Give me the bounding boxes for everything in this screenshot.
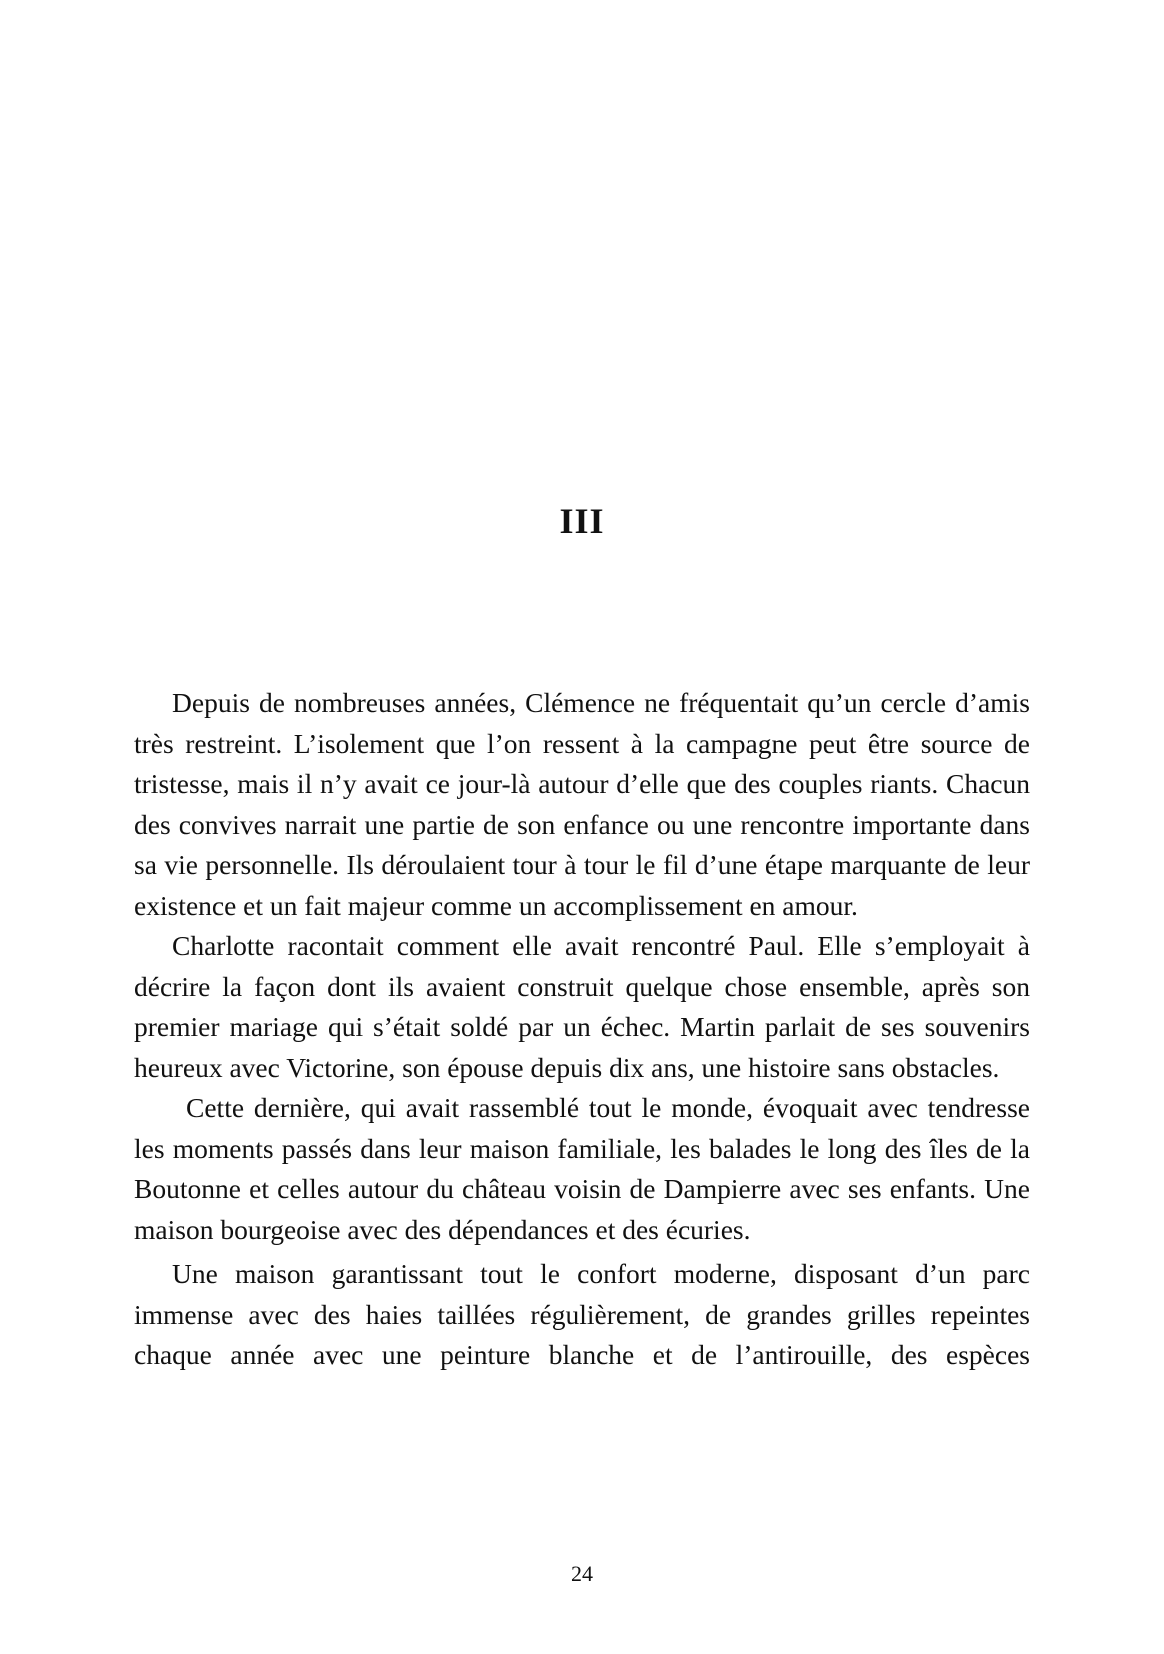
- paragraph-3: Cette dernière, qui avait rassemblé tout le monde, évoquait avec tendresse les moments passés dans leur maison familiale, les balades le long des îles de la Boutonne et celles autour du château voisin de Dampierre avec ses enfants. Une maison bourgeoise avec des dépendances et des écuries.: [134, 1092, 1030, 1245]
- paragraph-4: Une maison garantissant tout le confort moderne, disposant d’un parc immense avec des haies taillées régulièrement, de grandes grilles repeintes chaque année avec une peinture blanche et de l’antirouille, des espèces: [134, 1258, 1030, 1370]
- paragraph-2: Charlotte racontait comment elle avait rencontré Paul. Elle s’employait à décrire la façon dont ils avaient construit quelque chose ensemble, après son premier mariage qui s’était soldé par un échec. Martin parlait de ses souvenirs heureux avec Victorine, son épouse depuis dix ans, une histoire sans obstacles.: [134, 930, 1030, 1083]
- paragraph-1: Depuis de nombreuses années, Clémence ne fréquentait qu’un cercle d’amis très restreint. L’isolement que l’on ressent à la campagne peut être source de tristesse, mais il n’y avait ce jour-là autour d’elle que des couples riants. Chacun des convives narrait une partie de son enfance ou une rencontre importante dans sa vie personnelle. Ils déroulaient tour à tour le fil d’une étape marquante de leur existence et un fait majeur comme un accomplissement en amour.: [134, 687, 1030, 921]
- chapter-heading: III: [559, 501, 605, 541]
- chapter-body: [134, 683, 1030, 1376]
- page-number: 24: [571, 1561, 593, 1586]
